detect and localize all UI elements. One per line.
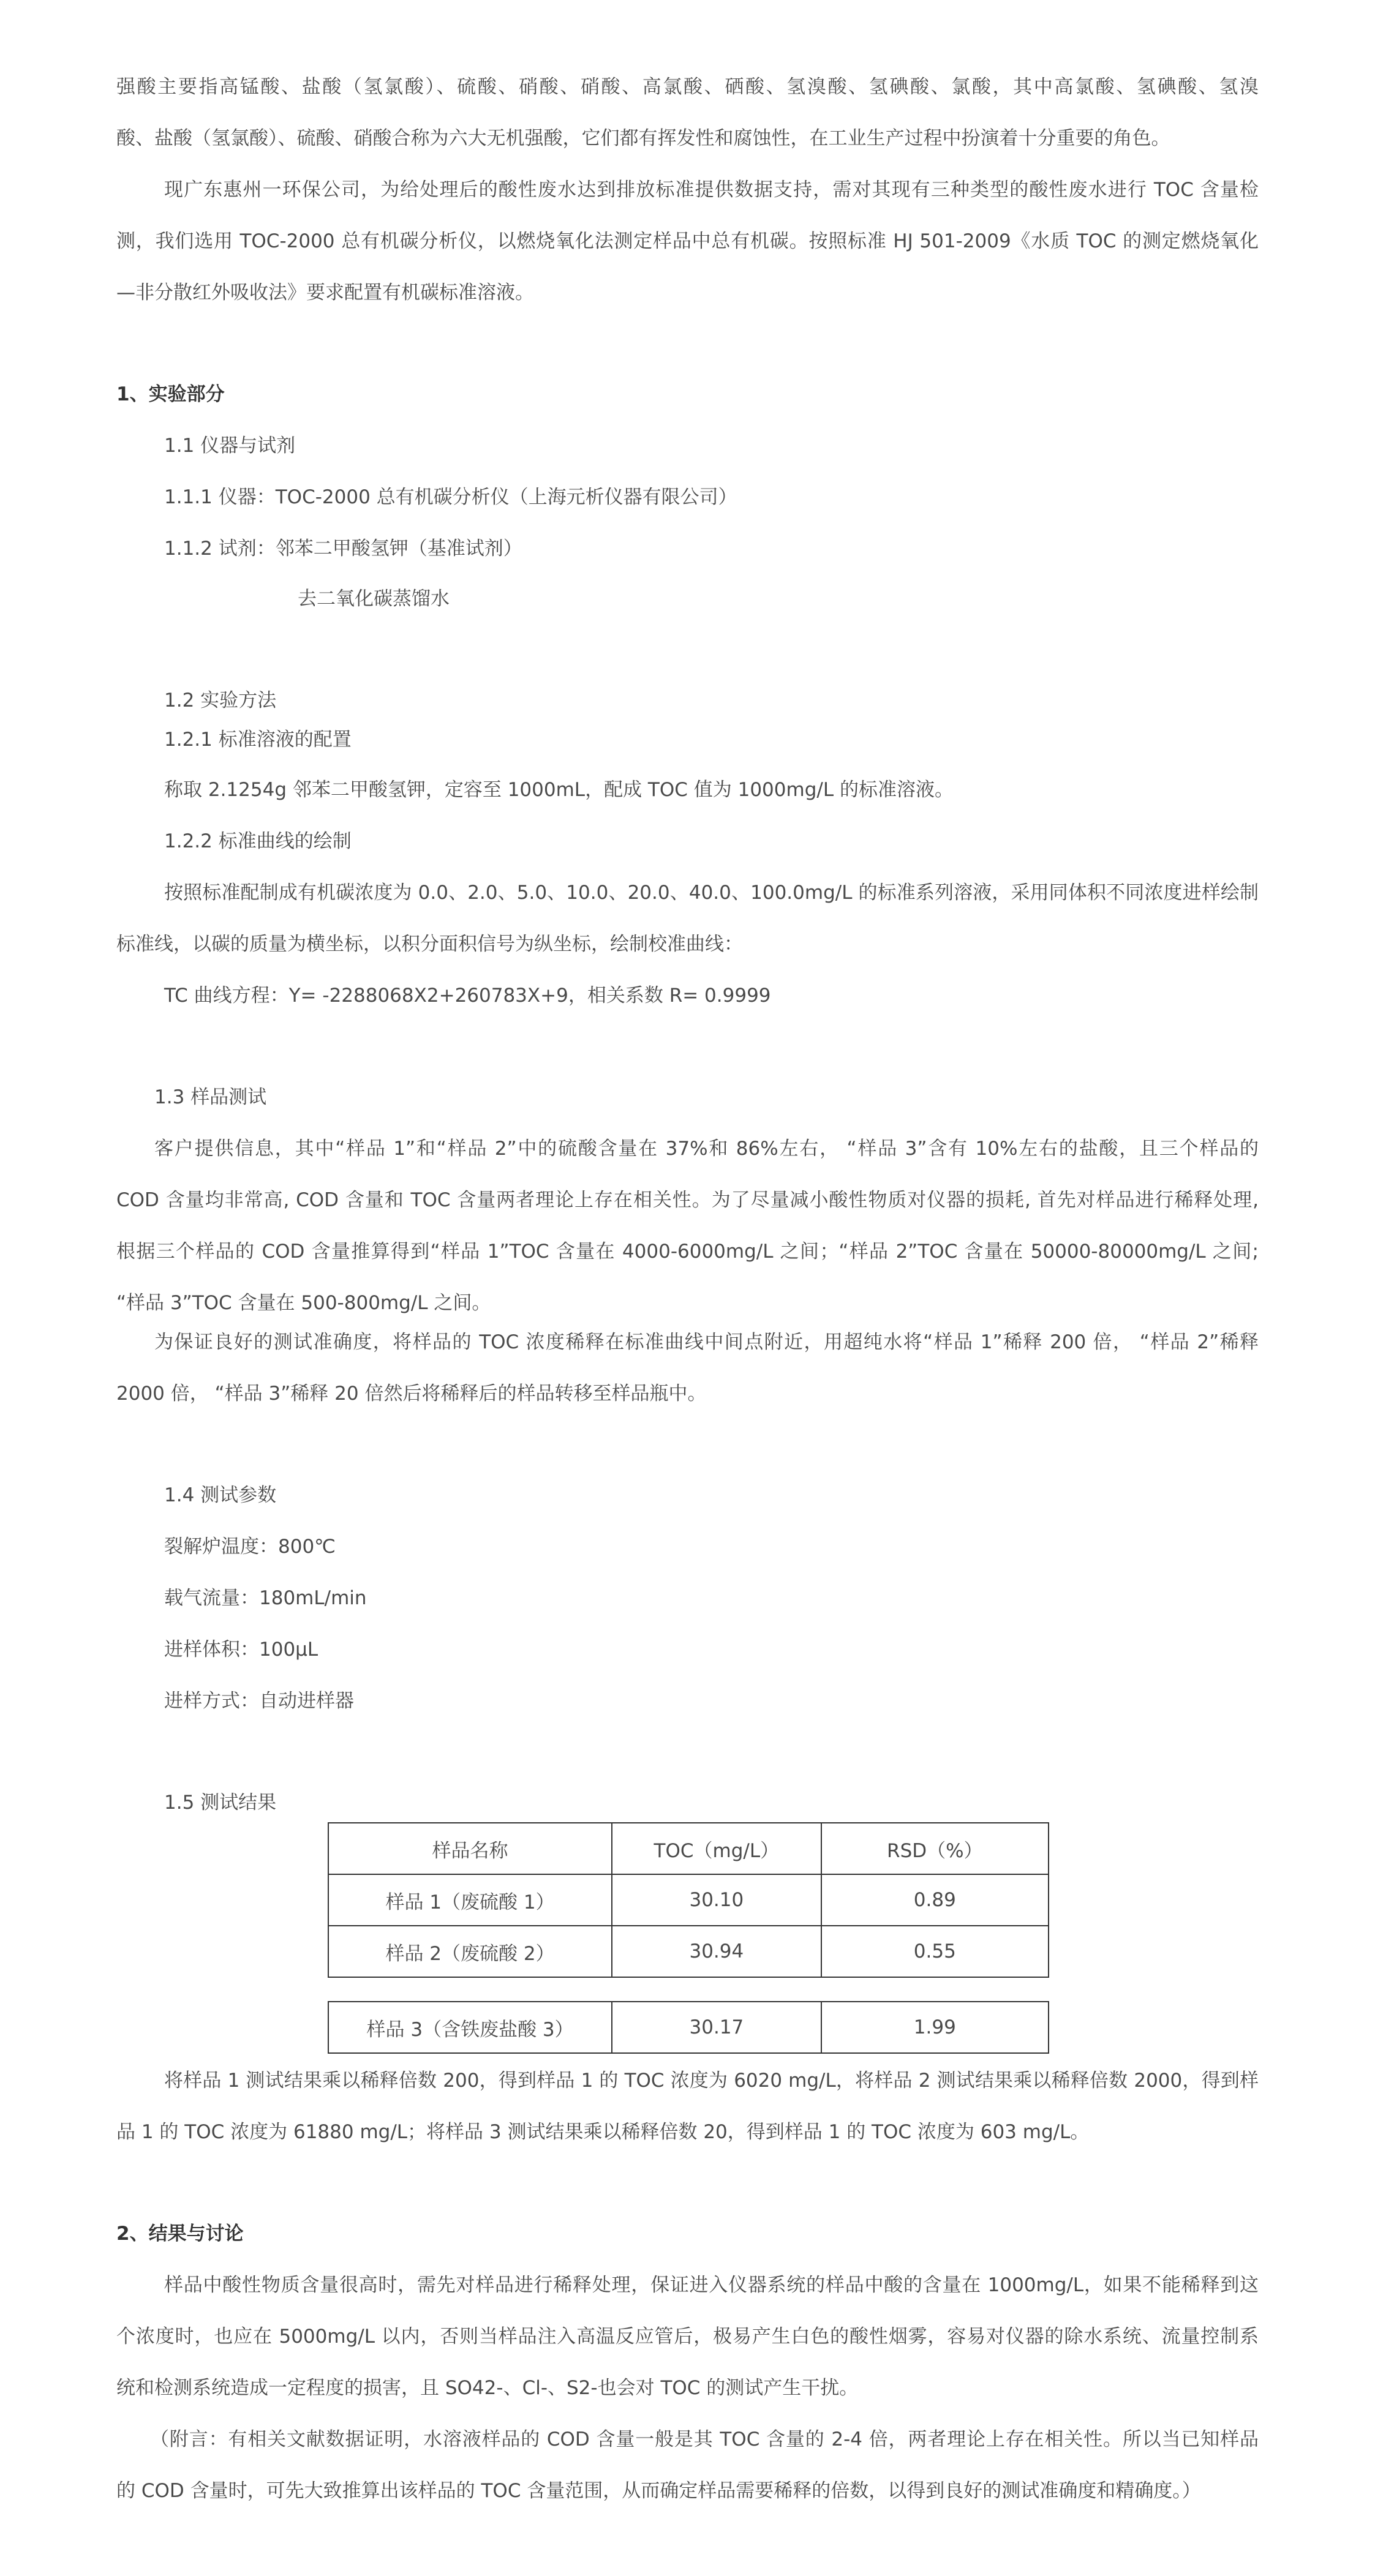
- s2-p1-line2: 个浓度时，也应在 5000mg/L 以内，否则当样品注入高温反应管后，极易产生白色的酸性烟雾，容易对仪器的除水系统、流量控制系: [116, 2326, 1259, 2348]
- table-cell: 样品 2（废硫酸 2）: [328, 1926, 612, 1977]
- table-header-cell: RSD（%）: [821, 1823, 1049, 1874]
- s1-3-p2-line1: 为保证良好的测试准确度，将样品的 TOC 浓度稀释在标准曲线中间点附近，用超纯水将“样品 1”稀释 200 倍， “样品 2”稀释: [154, 1331, 1259, 1353]
- s1-5-line2: 品 1 的 TOC 浓度为 61880 mg/L；将样品 3 测试结果乘以稀释倍数 20，得到样品 1 的 TOC 浓度为 603 mg/L。: [116, 2121, 1090, 2143]
- s1-5-line1: 将样品 1 测试结果乘以稀释倍数 200，得到样品 1 的 TOC 浓度为 6020 mg/L，将样品 2 测试结果乘以稀释倍数 2000，得到样: [164, 2070, 1259, 2092]
- s1-3-heading: 1.3 样品测试: [154, 1086, 267, 1108]
- table-cell: 0.89: [821, 1874, 1049, 1926]
- table-row: [328, 1874, 1049, 1926]
- intro-p2-line3: —非分散红外吸收法》要求配置有机碳标准溶液。: [116, 282, 534, 304]
- results-table: [328, 1822, 1049, 1978]
- s1-1-2-reagent: 1.1.2 试剂：邻苯二甲酸氢钾（基准试剂）: [164, 538, 522, 560]
- s1-3-p1-line2: COD 含量均非常高, COD 含量和 TOC 含量两者理论上存在相关性。为了尽量减小酸性物质对仪器的损耗, 首先对样品进行稀释处理,: [116, 1189, 1259, 1211]
- s2-p2-line1: （附言：有相关文献数据证明，水溶液样品的 COD 含量一般是其 TOC 含量的 2-4 倍，两者理论上存在相关性。所以当已知样品: [150, 2428, 1259, 2450]
- s1-3-p2-line2: 2000 倍， “样品 3”稀释 20 倍然后将稀释后的样品转移至样品瓶中。: [116, 1383, 707, 1405]
- section1-heading: 1、实验部分: [116, 383, 225, 405]
- s1-2-heading: 1.2 实验方法: [164, 689, 277, 712]
- param-carrier-flow: 载气流量：180mL/min: [164, 1587, 367, 1609]
- table-header-row: [328, 1823, 1049, 1874]
- table-cell: 30.94: [612, 1926, 821, 1977]
- s1-3-p1-line4: “样品 3”TOC 含量在 500-800mg/L 之间。: [116, 1292, 491, 1314]
- param-injection-mode: 进样方式：自动进样器: [164, 1690, 354, 1712]
- s1-3-p1-line1: 客户提供信息，其中“样品 1”和“样品 2”中的硫酸含量在 37%和 86%左右， “样品 3”含有 10%左右的盐酸，且三个样品的: [154, 1138, 1259, 1160]
- param-injection-volume: 进样体积：100μL: [164, 1639, 318, 1661]
- s1-2-2-line2: 标准线，以碳的质量为横坐标，以积分面积信号为纵坐标，绘制校准曲线：: [116, 933, 743, 955]
- table-header-cell: 样品名称: [328, 1823, 612, 1874]
- s1-3-p1-line3: 根据三个样品的 COD 含量推算得到“样品 1”TOC 含量在 4000-6000mg/L 之间；“样品 2”TOC 含量在 50000-80000mg/L 之间;: [116, 1241, 1259, 1263]
- s1-1-2-reagent-2: 去二氧化碳蒸馏水: [298, 588, 450, 610]
- table-cell: 样品 1（废硫酸 1）: [328, 1874, 612, 1926]
- s1-1-1-instrument: 1.1.1 仪器：TOC-2000 总有机碳分析仪（上海元析仪器有限公司）: [164, 486, 737, 508]
- results-table-row3: [328, 2001, 1049, 2054]
- s1-2-1-text: 称取 2.1254g 邻苯二甲酸氢钾，定容至 1000mL，配成 TOC 值为 1000mg/L 的标准溶液。: [164, 779, 954, 801]
- s1-5-heading: 1.5 测试结果: [164, 1792, 277, 1814]
- intro-p1-line1: 强酸主要指高锰酸、盐酸（氢氯酸）、硫酸、硝酸、硝酸、高氯酸、硒酸、氢溴酸、氢碘酸、氯酸，其中高氯酸、氢碘酸、氢溴: [116, 76, 1259, 98]
- table-header-cell: TOC（mg/L）: [612, 1823, 821, 1874]
- intro-p1-line2: 酸、盐酸（氢氯酸）、硫酸、硝酸合称为六大无机强酸，它们都有挥发性和腐蚀性，在工业生产过程中扮演着十分重要的角色。: [116, 127, 1170, 149]
- s1-2-2-heading: 1.2.2 标准曲线的绘制: [164, 830, 352, 852]
- s1-4-heading: 1.4 测试参数: [164, 1484, 277, 1506]
- param-furnace-temp: 裂解炉温度：800℃: [164, 1536, 336, 1558]
- s2-p1-line1: 样品中酸性物质含量很高时，需先对样品进行稀释处理，保证进入仪器系统的样品中酸的含量在 1000mg/L，如果不能稀释到这: [164, 2274, 1259, 2296]
- s2-p2-line2: 的 COD 含量时，可先大致推算出该样品的 TOC 含量范围，从而确定样品需要稀释的倍数，以得到良好的测试准确度和精确度。）: [116, 2480, 1201, 2502]
- s1-1-heading: 1.1 仪器与试剂: [164, 435, 296, 457]
- tc-curve-equation: TC 曲线方程：Y= -2288068X2+260783X+9，相关系数 R= 0.9999: [164, 985, 771, 1007]
- s2-p1-line3: 统和检测系统造成一定程度的损害，且 SO42-、Cl-、S2-也会对 TOC 的测试产生干扰。: [116, 2377, 859, 2399]
- table-row: [328, 2002, 1049, 2053]
- s1-2-2-line1: 按照标准配制成有机碳浓度为 0.0、2.0、5.0、10.0、20.0、40.0、100.0mg/L 的标准系列溶液，采用同体积不同浓度进样绘制: [164, 882, 1259, 904]
- section2-heading: 2、结果与讨论: [116, 2223, 244, 2245]
- table-cell: 30.10: [612, 1874, 821, 1926]
- table-cell: 30.17: [612, 2002, 821, 2053]
- table-cell: 1.99: [821, 2002, 1049, 2053]
- table-row: [328, 1926, 1049, 1977]
- intro-p2-line2: 测，我们选用 TOC-2000 总有机碳分析仪，以燃烧氧化法测定样品中总有机碳。按照标准 HJ 501-2009《水质 TOC 的测定燃烧氧化: [116, 230, 1259, 252]
- table-cell: 0.55: [821, 1926, 1049, 1977]
- intro-p2-line1: 现广东惠州一环保公司，为给处理后的酸性废水达到排放标准提供数据支持，需对其现有三种类型的酸性废水进行 TOC 含量检: [164, 179, 1259, 201]
- table-cell: 样品 3（含铁废盐酸 3）: [328, 2002, 612, 2053]
- s1-2-1-heading: 1.2.1 标准溶液的配置: [164, 729, 352, 751]
